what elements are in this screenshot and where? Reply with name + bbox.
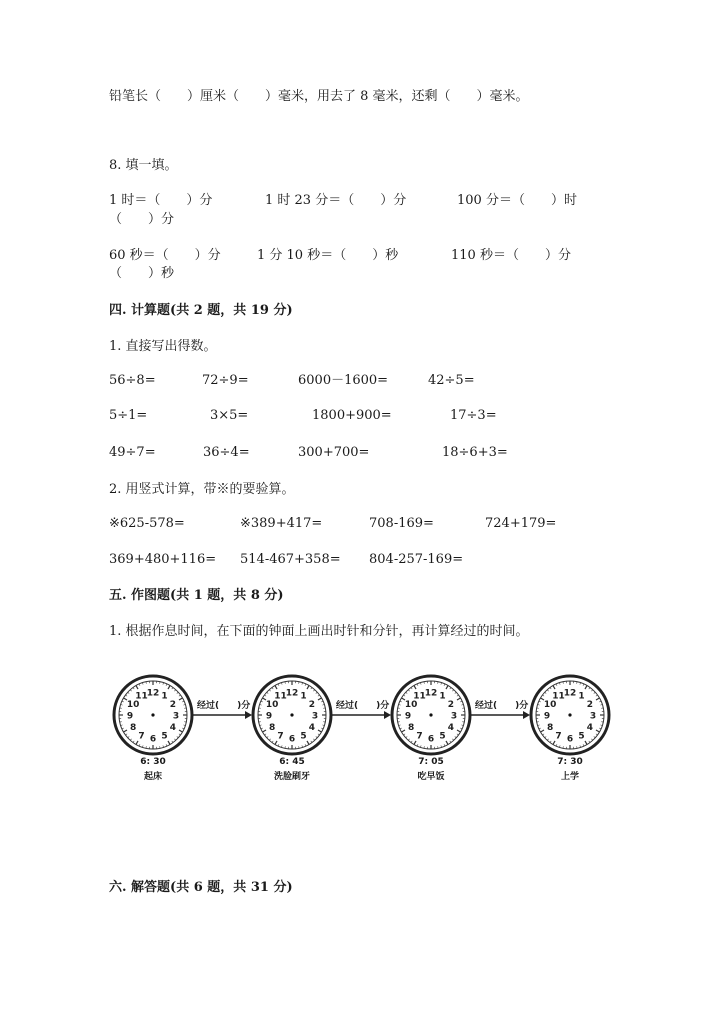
clock-activity-label: 起床 [143,772,162,782]
clock-numeral: 1 [161,691,168,702]
clock-tick [417,684,418,686]
clock-numeral: 7 [277,731,284,742]
clock-tick [278,744,279,746]
clock-tick [414,741,416,744]
clock-numeral: 6 [288,734,296,745]
clock-time-label: 6: 45 [279,757,305,767]
clock-tick [457,698,460,700]
clock-tick [318,698,321,700]
clock-tick [594,692,595,693]
clock-tick [139,744,140,746]
clock-numeral: 6 [427,734,435,745]
calc-cell: 56÷8= [109,373,156,388]
section-5-title: 五. 作图题(共 1 题，共 8 分) [109,588,284,603]
clock-tick [411,741,412,743]
clock-tick [177,736,178,737]
clock-numeral: 3 [311,711,319,722]
clock-tick [318,730,321,732]
clock-numeral: 3 [450,711,458,722]
clock-face[interactable] [251,674,333,756]
clock-tick [124,730,127,732]
elapsed-time-label[interactable]: 经过( )分 [336,701,390,711]
clock-tick [444,744,445,746]
clock-numeral: 1 [578,691,585,702]
vertical-calc-cell: 708-169= [369,516,434,531]
clock-center-dot [290,713,293,716]
clock-tick [457,695,459,696]
clock-tick [182,728,184,729]
clock-tick [130,739,131,740]
q8-r1-b: 1 时 23 分＝（ ）分 [265,193,407,208]
vertical-calc-cell: 514-467+358= [240,552,341,567]
clock-tick [444,684,445,686]
clock-tick [272,741,273,743]
clock-numeral: 8 [129,723,137,733]
calc-cell: 42÷5= [428,373,475,388]
clock-svg [251,674,333,756]
clock-tick [172,687,173,689]
clock-tick [452,739,453,740]
clock-numeral: 4 [308,723,316,733]
clock-numeral: 11 [413,691,426,702]
clock-numeral: 12 [424,688,438,699]
q8-r1-a: 1 时＝（ ）分 [109,193,213,208]
clock-tick [553,741,555,744]
clock-tick [589,741,590,743]
clock-activity-label: 吃早饭 [417,772,445,782]
clock-tick [596,734,598,735]
clock-tick [417,744,418,746]
clock-numeral: 9 [126,711,134,722]
clock-activity-label: 上学 [560,772,579,782]
clock-tick [403,695,405,696]
clock-tick [264,695,266,696]
clock-tick [318,734,320,735]
clock-tick [539,701,541,702]
clock-tick [455,736,456,737]
clock-numeral: 5 [578,731,585,742]
section-4-title: 四. 计算题(共 2 题，共 19 分) [109,303,293,318]
elapsed-time-label[interactable]: 经过( )分 [475,701,529,711]
calc-cell: 36÷4= [203,445,250,460]
clock-tick [128,692,129,693]
clock-tick [261,701,263,702]
clock-center-dot [568,713,571,716]
clock-tick [452,690,453,691]
clock-numeral: 2 [586,700,594,710]
clock-numeral: 6 [149,734,157,745]
clock-tick [408,690,409,691]
sec4-q1-title: 1. 直接写出得数。 [109,339,217,354]
clock-numeral: 2 [308,700,316,710]
clock-numeral: 4 [447,723,455,733]
clock-time-label: 7: 05 [418,757,444,767]
clock-tick [174,739,175,740]
clock-numeral: 9 [404,711,412,722]
clock-numeral: 10 [404,700,418,710]
clock-tick [307,741,309,744]
clock-tick [539,728,541,729]
clock-tick [408,739,409,740]
clock-tick [596,730,599,732]
clock-numeral: 9 [543,711,551,722]
clock-tick [460,701,462,702]
clock-numeral: 10 [126,700,140,710]
calc-cell: 18÷6+3= [442,445,508,460]
vertical-calc-cell: ※625-578= [109,516,185,531]
clock-tick [450,741,451,743]
sec4-q2-title: 2. 用竖式计算，带※的要验算。 [109,482,295,497]
clock-tick [321,728,323,729]
clock-tick [130,690,131,691]
clock-tick [263,730,266,732]
clock-tick [556,684,557,686]
clock-tick [316,692,317,693]
clock-tick [591,690,592,691]
clock-numeral: 1 [300,691,307,702]
clock-numeral: 12 [285,688,299,699]
clock-tick [311,687,312,689]
clock-tick [177,692,178,693]
clock-tick [122,728,124,729]
clock-tick [457,730,460,732]
clock-face[interactable] [529,674,611,756]
clock-numeral: 7 [555,731,562,742]
clock-tick [599,728,601,729]
clock-numeral: 10 [265,700,279,710]
clock-tick [542,734,544,735]
clock-tick [174,690,175,691]
clock-tick [402,730,405,732]
clock-tick [133,741,134,743]
q8-r2-a: 60 秒＝（ ）分 [109,248,221,263]
arrow-connector [193,711,252,719]
clock-face[interactable] [112,674,194,756]
clock-numeral: 8 [546,723,554,733]
clock-tick [406,736,407,737]
clock-numeral: 11 [135,691,148,702]
clock-tick [136,741,138,744]
clock-tick [591,739,592,740]
clock-tick [403,734,405,735]
clock-numeral: 5 [161,731,168,742]
clock-face[interactable] [390,674,472,756]
clock-tick [457,734,459,735]
clock-tick [446,686,448,689]
clock-numeral: 8 [407,723,415,733]
clock-tick [313,690,314,691]
clock-tick [585,741,587,744]
vertical-calc-cell: 804-257-169= [369,552,464,567]
clock-tick [547,690,548,691]
sec5-q1-text: 1. 根据作息时间，在下面的钟面上画出时针和分针，再计算经过的时间。 [109,624,529,639]
clock-tick [585,686,587,689]
clock-center-dot [151,713,154,716]
clock-tick [133,687,134,689]
q8-r1-wrap: （ ）分 [109,212,175,227]
clock-center-dot [429,713,432,716]
clock-tick [321,701,323,702]
clock-numeral: 3 [172,711,180,722]
clock-tick [583,684,584,686]
vertical-calc-cell: 724+179= [485,516,557,531]
clock-numeral: 1 [439,691,446,702]
clock-tick [400,728,402,729]
q8-r2-c: 110 秒＝（ ）分 [451,248,571,263]
clock-tick [172,741,173,743]
clock-numeral: 4 [169,723,177,733]
clock-tick [179,698,182,700]
clock-tick [583,744,584,746]
clock-time-label: 6: 30 [140,757,166,767]
clock-tick [550,687,551,689]
q7-tail-line: 铅笔长（ ）厘米（ ）毫米，用去了 8 毫米，还剩（ ）毫米。 [109,89,529,104]
clock-tick [139,684,140,686]
clock-tick [261,728,263,729]
clock-tick [450,687,451,689]
clock-tick [179,695,181,696]
clock-tick [596,698,599,700]
clock-tick [311,741,312,743]
clock-tick [179,730,182,732]
clock-tick [168,686,170,689]
clock-tick [307,686,309,689]
clock-tick [269,690,270,691]
clock-tick [267,692,268,693]
clock-tick [128,736,129,737]
clock-tick [547,739,548,740]
clock-tick [596,695,598,696]
calc-cell: 3×5= [210,408,249,423]
clock-tick [316,736,317,737]
q8-r2-wrap: （ ）秒 [109,266,175,281]
clock-tick [589,687,590,689]
clock-tick [275,741,277,744]
calc-cell: 5÷1= [109,408,148,423]
clock-tick [541,730,544,732]
clock-svg [529,674,611,756]
calc-cell: 49÷7= [109,445,156,460]
clock-tick [550,741,551,743]
q8-title: 8. 填一填。 [109,158,178,173]
clock-numeral: 5 [300,731,307,742]
clock-numeral: 11 [552,691,565,702]
arrow-connector [332,711,391,719]
elapsed-time-label[interactable]: 经过( )分 [197,701,251,711]
clock-tick [594,736,595,737]
clock-tick [278,684,279,686]
clock-numeral: 12 [563,688,577,699]
clock-tick [136,686,138,689]
clock-tick [313,739,314,740]
clock-tick [305,744,306,746]
clock-tick [166,744,167,746]
clock-tick [400,701,402,702]
clock-svg [112,674,194,756]
clock-numeral: 2 [447,700,455,710]
clock-numeral: 7 [416,731,423,742]
q8-r1-c: 100 分＝（ ）时 [457,193,577,208]
clock-numeral: 2 [169,700,177,710]
clock-tick [125,695,127,696]
clock-tick [122,701,124,702]
calc-cell: 17÷3= [450,408,497,423]
clock-numeral: 10 [543,700,557,710]
clock-tick [269,739,270,740]
vertical-calc-cell: 369+480+116= [109,552,217,567]
clock-tick [556,744,557,746]
clock-numeral: 9 [265,711,273,722]
clock-activity-label: 洗脸刷牙 [273,772,310,782]
clock-tick [414,686,416,689]
clock-numeral: 3 [589,711,597,722]
clock-time-label: 7: 30 [557,757,583,767]
clock-tick [275,686,277,689]
clock-tick [179,734,181,735]
clock-tick [264,734,266,735]
clock-tick [460,728,462,729]
calc-cell: 300+700= [298,445,370,460]
section-6-title: 六. 解答题(共 6 题，共 31 分) [109,880,293,895]
clock-numeral: 4 [586,723,594,733]
clock-numeral: 8 [268,723,276,733]
clock-numeral: 11 [274,691,287,702]
clock-numeral: 5 [439,731,446,742]
clock-tick [168,741,170,744]
clock-tick [545,692,546,693]
clock-svg [390,674,472,756]
clock-tick [446,741,448,744]
clock-tick [182,701,184,702]
arrow-connector [471,711,530,719]
q8-r2-b: 1 分 10 秒＝（ ）秒 [257,248,399,263]
clock-tick [318,695,320,696]
clock-tick [411,687,412,689]
clock-tick [406,692,407,693]
clock-numeral: 7 [138,731,145,742]
calc-cell: 72÷9= [202,373,249,388]
clock-tick [166,684,167,686]
clock-tick [545,736,546,737]
clock-tick [125,734,127,735]
vertical-calc-cell: ※389+417= [240,516,323,531]
clock-numeral: 12 [146,688,160,699]
clock-tick [455,692,456,693]
clock-tick [599,701,601,702]
clock-numeral: 6 [566,734,574,745]
clock-tick [272,687,273,689]
clock-tick [305,684,306,686]
clock-tick [553,686,555,689]
clock-tick [542,695,544,696]
clock-tick [267,736,268,737]
calc-cell: 6000－1600= [298,373,389,388]
calc-cell: 1800+900= [312,408,392,423]
